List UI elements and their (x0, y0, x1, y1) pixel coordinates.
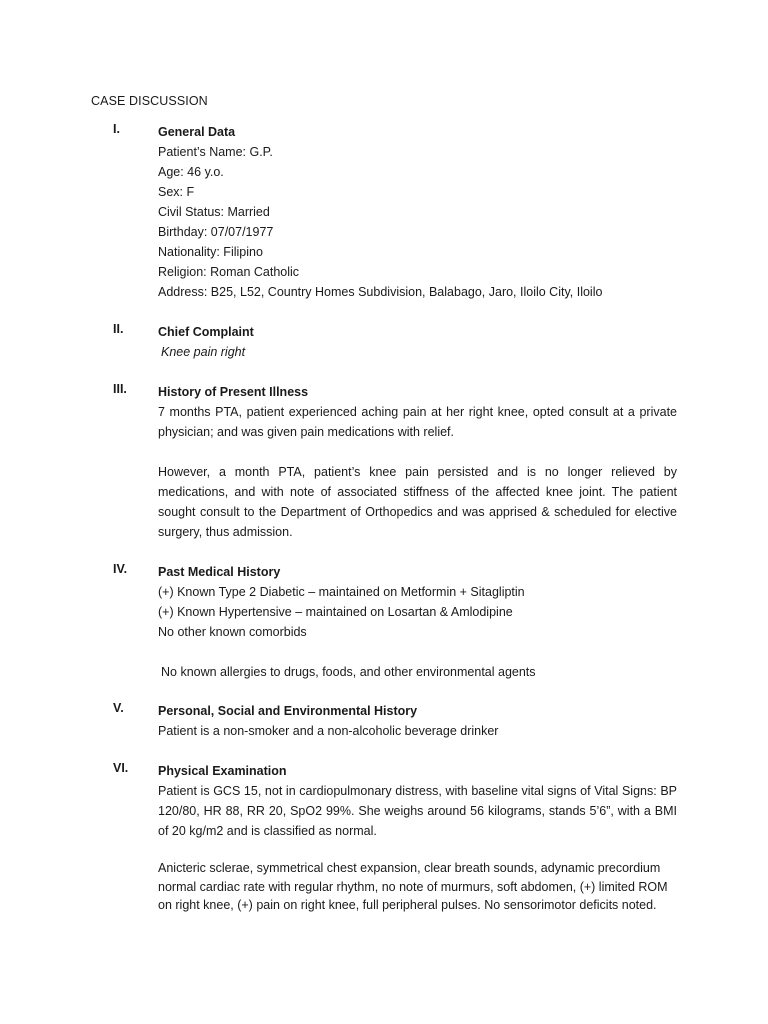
patient-civil-status: Civil Status: Married (158, 205, 270, 219)
patient-nationality: Nationality: Filipino (158, 245, 263, 259)
hpi-paragraph-2: However, a month PTA, patient’s knee pain persisted and is no longer relieved by medications, and with note of associated stiffness of the affected knee joint. The patient sought consult to the Department of Orthopedics and was apprised & scheduled for elective surgery, thus admission. (158, 465, 677, 539)
section-number: I. (113, 122, 120, 136)
pmh-allergies: No known allergies to drugs, foods, and other environmental agents (161, 665, 536, 679)
section-number: II. (113, 322, 124, 336)
section-number: V. (113, 701, 124, 715)
patient-address: Address: B25, L52, Country Homes Subdivision, Balabago, Jaro, Iloilo City, Iloilo (158, 285, 603, 299)
patient-religion: Religion: Roman Catholic (158, 265, 300, 279)
section-number: IV. (113, 562, 128, 576)
pmh-hypertension: (+) Known Hypertensive – maintained on Losartan & Amlodipine (158, 605, 513, 619)
patient-sex: Sex: F (158, 185, 195, 199)
pmh-comorbids: No other known comorbids (158, 625, 307, 639)
spacer (158, 841, 677, 859)
chief-complaint-text: Knee pain right (161, 345, 246, 359)
pe-paragraph-1: Patient is GCS 15, not in cardiopulmonary distress, with baseline vital signs of Vital Signs: BP 120/80, HR 88, RR 20, SpO2 99%. She weighs around 56 kilograms, stands 5’6”, with a BMI of 20 kg/m2 and is classified as normal. (158, 784, 677, 838)
section-heading: History of Present Illness (158, 385, 309, 399)
section-heading: Chief Complaint (158, 325, 254, 339)
section-body (158, 761, 677, 915)
patient-age: Age: 46 y.o. (158, 165, 224, 179)
section-number: III. (113, 382, 127, 396)
section-heading: Physical Examination (158, 764, 287, 778)
hpi-paragraph-1: 7 months PTA, patient experienced aching pain at her right knee, opted consult at a private physician; and was given pain medications with relief. (158, 405, 677, 439)
patient-birthday: Birthday: 07/07/1977 (158, 225, 274, 239)
pmh-diabetes: (+) Known Type 2 Diabetic – maintained on Metformin + Sitagliptin (158, 585, 525, 599)
document-title: CASE DISCUSSION (91, 94, 208, 108)
patient-name: Patient’s Name: G.P. (158, 145, 273, 159)
section-heading: Personal, Social and Environmental History (158, 704, 418, 718)
section-heading: Past Medical History (158, 565, 281, 579)
section-heading: General Data (158, 125, 236, 139)
social-history-text: Patient is a non-smoker and a non-alcoholic beverage drinker (158, 724, 499, 738)
spacer (158, 642, 677, 662)
pe-paragraph-2: Anicteric sclerae, symmetrical chest expansion, clear breath sounds, adynamic precordium normal cardiac rate with regular rhythm, no note of murmurs, soft abdomen, (+) limited ROM on right knee, (+) pain on right knee, full peripheral pulses. No sensorimotor deficits noted. (158, 861, 668, 912)
spacer (158, 442, 677, 462)
section-body (158, 701, 677, 741)
section-body (158, 122, 677, 302)
section-body (158, 562, 677, 682)
section-number: VI. (113, 761, 129, 775)
section-body (158, 322, 677, 362)
section-body (158, 382, 677, 542)
